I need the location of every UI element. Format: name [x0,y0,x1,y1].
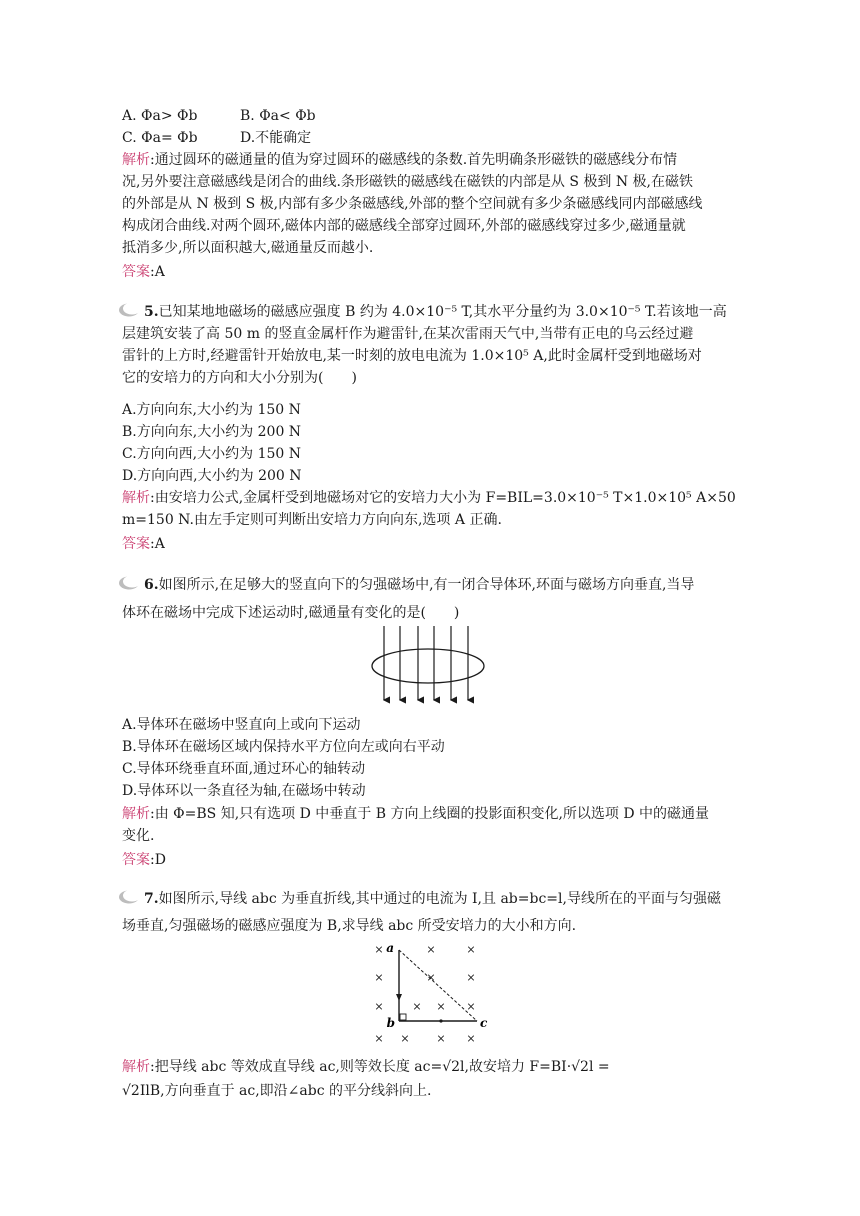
svg-text:×: × [436,1032,446,1045]
q5-option-b: B.方向向东,大小约为 200 N [122,424,302,440]
q6-answer [122,849,166,871]
question-text: 如图所示,在足够大的竖直向下的匀强磁场中,有一闭合导体环,环面与磁场方向垂直,当导 [158,577,695,593]
answer-label: 答案 [122,264,150,280]
q4-option-b: B. Φa< Φb [240,108,316,124]
q4-answer [122,261,165,283]
ring-back [372,649,484,683]
jiexi-label: 解析 [122,806,150,822]
svg-text:×: × [412,1000,422,1013]
crescent-bullet-icon [118,890,142,904]
jiexi-text: :把导线 abc 等效成直导线 ac,则等效长度 ac=√2l,故安培力 F=BI·√2l = [150,1059,610,1075]
q4-jiexi-line-5: 抵消多少,所以面积越大,磁通量反而越小. [122,240,374,256]
q6-stem-line-1 [118,574,694,596]
q6-option-a: A.导体环在磁场中竖直向上或向下运动 [122,717,361,733]
question-text: 如图所示,导线 abc 为垂直折线,其中通过的电流为 I,且 ab=bc=l,导线所在的平面与匀强磁 [158,891,721,907]
svg-text:×: × [374,1032,384,1045]
q4-jiexi-line-2: 况,另外要注意磁感线是闭合的曲线.条形磁铁的磁感线在磁铁的内部是从 S 极到 N 极,在磁铁 [122,174,693,190]
question-number: 7. [144,891,159,907]
q5-option-a: A.方向向东,大小约为 150 N [122,402,301,418]
svg-text:×: × [426,971,436,984]
svg-text:×: × [466,971,476,984]
q6-stem-line-2: 体环在磁场中完成下述运动时,磁通量有变化的是( ) [122,605,460,621]
q7-stem-line-1 [118,888,721,910]
q7-jiexi-line-2: √2IlB,方向垂直于 ac,即沿∠abc 的平分线斜向上. [122,1083,432,1099]
q5-answer [122,533,165,555]
q5-jiexi-line-1 [122,487,736,509]
jiexi-text: :由安培力公式,金属杆受到地磁场对它的安培力大小为 F=BIL=3.0×10⁻⁵ T×1.0×10⁵ A×50 [150,490,736,506]
question-number: 5. [144,304,159,320]
jiexi-text: :由 Φ=BS 知,只有选项 D 中垂直于 B 方向上线圈的投影面积变化,所以选项 D 中的磁通量 [150,806,710,822]
q6-jiexi-line-2: 变化. [122,828,155,844]
svg-text:×: × [466,1000,476,1013]
jiexi-label: 解析 [122,152,150,168]
answer-value: :A [150,264,165,280]
svg-text:×: × [374,971,384,984]
q4-option-c: C. Φa= Φb [122,130,198,146]
q7-stem-line-2: 场垂直,匀强磁场的磁感应强度为 B,求导线 abc 所受安培力的大小和方向. [122,918,577,934]
answer-label: 答案 [122,536,150,552]
q7-jiexi-line-1 [122,1056,610,1078]
crescent-bullet-icon [118,576,142,590]
jiexi-text: :通过圆环的磁通量的值为穿过圆环的磁感线的条数.首先明确条形磁铁的磁感线分布情 [150,152,678,168]
svg-text:×: × [466,943,476,956]
magnetic-field-ring-figure [368,624,488,710]
label-a: a [386,941,394,955]
svg-text:×: × [436,1000,446,1013]
svg-text:×: × [400,1032,410,1045]
q6-jiexi-line-1 [122,803,709,825]
q6-option-c: C.导体环绕垂直环面,通过环心的轴转动 [122,761,366,777]
q4-option-a: A. Φa> Φb [122,108,198,124]
jiexi-label: 解析 [122,1059,150,1075]
q5-stem-line-3: 雷针的上方时,经避雷针开始放电,某一时刻的放电电流为 1.0×10⁵ A,此时金属杆受到地磁场对 [122,348,702,364]
label-b: b [386,1016,395,1030]
crescent-bullet-icon [118,303,142,317]
answer-label: 答案 [122,852,150,868]
q5-option-c: C.方向向西,大小约为 150 N [122,446,301,462]
svg-text:×: × [466,1032,476,1045]
q4-jiexi-line-4: 构成闭合曲线.对两个圆环,磁体内部的磁感线全部穿过圆环,外部的磁感线穿过多少,磁通量就 [122,218,686,234]
q6-option-d: D.导体环以一条直径为轴,在磁场中转动 [122,783,366,799]
svg-text:×: × [426,943,436,956]
q4-jiexi-line-1 [122,149,677,171]
q5-stem-line-2: 层建筑安装了高 50 m 的竖直金属杆作为避雷针,在某次雷雨天气中,当带有正电的乌云经过避 [122,326,694,342]
answer-value: :A [150,536,165,552]
q5-stem-line-1 [118,301,727,323]
q4-jiexi-line-3: 的外部是从 N 极到 S 极,内部有多少条磁感线,外部的整个空间就有多少条磁感线同内部磁感线 [122,196,703,212]
question-text: 已知某地地磁场的磁感应强度 B 约为 4.0×10⁻⁵ T,其水平分量约为 3.0×10⁻⁵ T.若该地一高 [158,304,727,320]
q5-option-d: D.方向向西,大小约为 200 N [122,468,302,484]
svg-text:×: × [374,1000,384,1013]
q6-option-b: B.导体环在磁场区域内保持水平方位向左或向右平动 [122,739,445,755]
q4-option-d: D.不能确定 [240,130,312,146]
q5-stem-line-4: 它的安培力的方向和大小分别为( ) [122,370,357,386]
bent-wire-figure [365,938,505,1048]
answer-value: :D [150,852,166,868]
label-c: c [480,1016,488,1030]
q5-jiexi-line-2: m=150 N.由左手定则可判断出安培力方向向东,选项 A 正确. [122,512,502,528]
svg-text:×: × [374,943,384,956]
question-number: 6. [144,577,159,593]
jiexi-label: 解析 [122,490,150,506]
